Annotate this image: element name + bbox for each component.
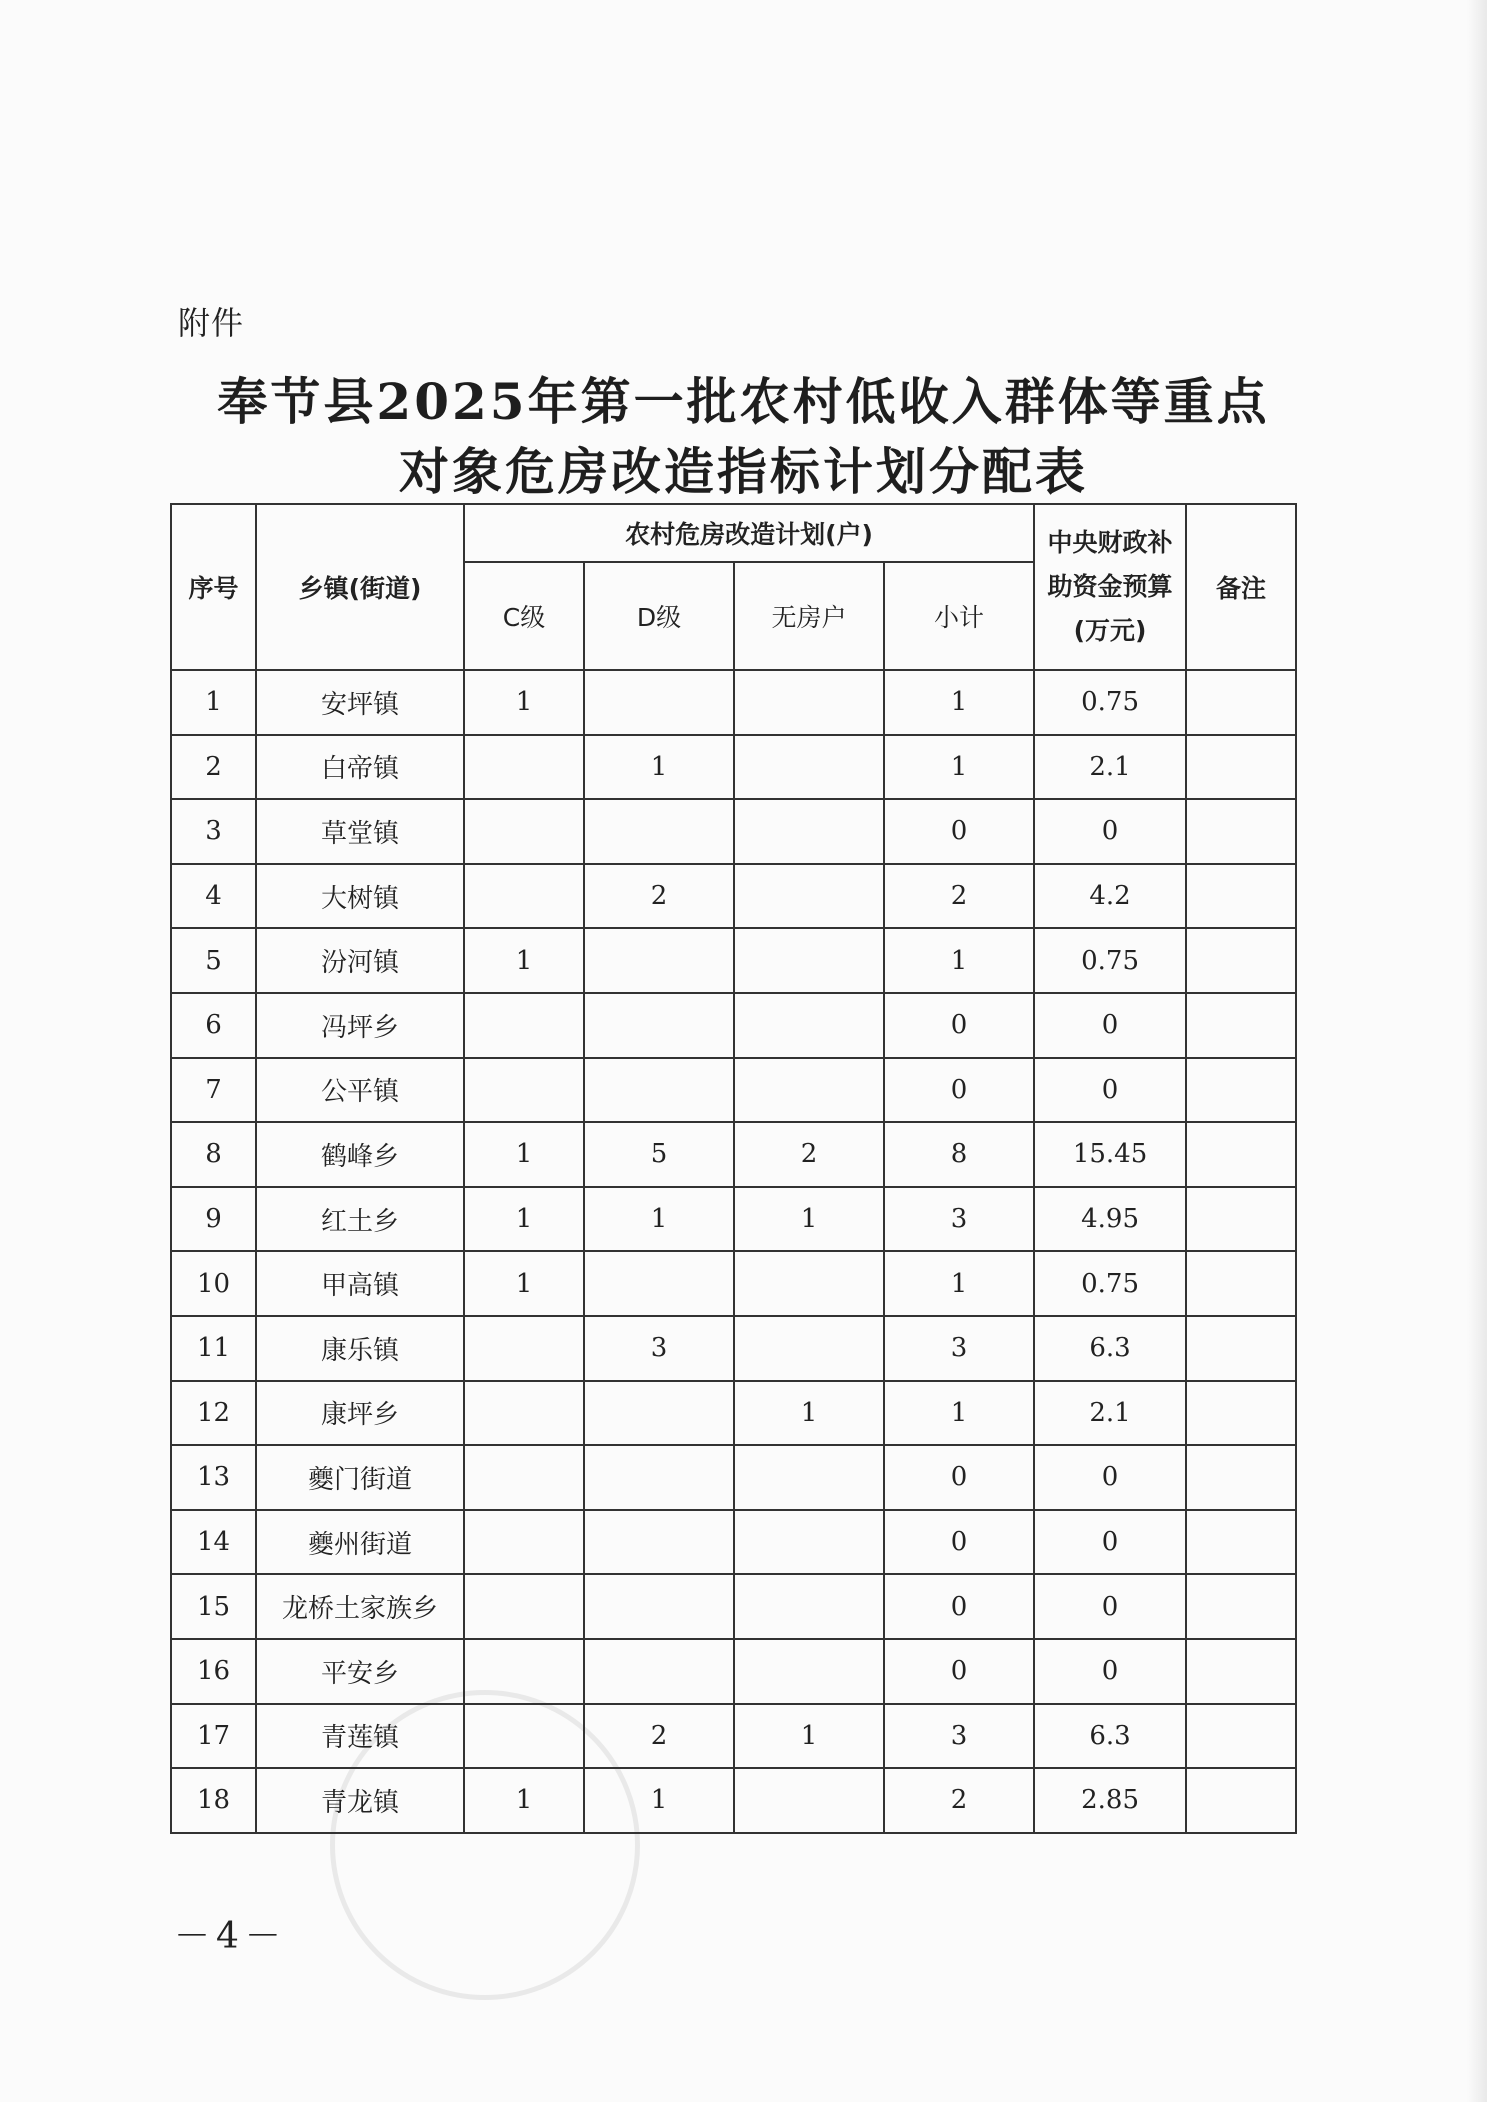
cell-town: 夔门街道 [256,1445,464,1510]
allocation-table [170,503,1297,1834]
cell-subtotal: 8 [884,1122,1034,1187]
cell-c-level: 1 [464,1251,584,1316]
cell-no-house [734,1510,884,1575]
cell-remark [1186,1251,1296,1316]
cell-subtotal: 3 [884,1316,1034,1381]
cell-town: 大树镇 [256,864,464,929]
cell-d-level [584,670,734,735]
cell-budget: 4.2 [1034,864,1186,929]
cell-c-level [464,1445,584,1510]
cell-seq: 12 [171,1381,256,1446]
table-row [171,864,1296,929]
table-row [171,1704,1296,1769]
cell-c-level [464,1639,584,1704]
table-row [171,670,1296,735]
cell-d-level [584,993,734,1058]
cell-seq: 6 [171,993,256,1058]
cell-d-level: 2 [584,1704,734,1769]
table-row [171,735,1296,800]
header-plan-group: 农村危房改造计划(户) [464,504,1034,562]
cell-no-house [734,928,884,993]
header-seq: 序号 [171,504,256,670]
cell-remark [1186,1058,1296,1123]
cell-c-level [464,864,584,929]
cell-budget: 2.1 [1034,1381,1186,1446]
cell-subtotal: 0 [884,799,1034,864]
cell-town: 甲高镇 [256,1251,464,1316]
cell-subtotal: 1 [884,928,1034,993]
cell-remark [1186,1316,1296,1381]
cell-no-house [734,1058,884,1123]
cell-c-level: 1 [464,670,584,735]
cell-seq: 4 [171,864,256,929]
cell-budget: 6.3 [1034,1704,1186,1769]
header-c-level: C级 [464,562,584,670]
cell-budget: 2.1 [1034,735,1186,800]
cell-budget: 0.75 [1034,670,1186,735]
cell-d-level [584,1639,734,1704]
cell-budget: 0 [1034,799,1186,864]
cell-no-house [734,1251,884,1316]
cell-subtotal: 1 [884,735,1034,800]
cell-seq: 17 [171,1704,256,1769]
cell-d-level [584,1058,734,1123]
cell-town: 康乐镇 [256,1316,464,1381]
cell-budget: 0.75 [1034,928,1186,993]
page-number: －4－ [174,1916,287,1957]
cell-seq: 14 [171,1510,256,1575]
document-title-line-1: 奉节县2025年第一批农村低收入群体等重点 [217,372,1270,431]
cell-no-house [734,735,884,800]
cell-no-house: 2 [734,1122,884,1187]
cell-seq: 7 [171,1058,256,1123]
cell-d-level [584,1574,734,1639]
document-title-line-2: 对象危房改造指标计划分配表 [399,442,1088,501]
cell-remark [1186,1574,1296,1639]
table-row [171,1445,1296,1510]
cell-d-level: 1 [584,735,734,800]
cell-d-level [584,928,734,993]
cell-d-level: 1 [584,1187,734,1252]
header-budget-line-1: 中央财政补 [1047,528,1173,557]
cell-town: 龙桥土家族乡 [256,1574,464,1639]
cell-remark [1186,1445,1296,1510]
cell-seq: 9 [171,1187,256,1252]
cell-budget: 15.45 [1034,1122,1186,1187]
cell-seq: 13 [171,1445,256,1510]
cell-town: 冯坪乡 [256,993,464,1058]
cell-no-house [734,1316,884,1381]
header-subtotal: 小计 [884,562,1034,670]
cell-c-level [464,1510,584,1575]
table-row [171,799,1296,864]
cell-subtotal: 0 [884,1639,1034,1704]
table-row [171,1187,1296,1252]
cell-c-level [464,799,584,864]
table-row [171,1058,1296,1123]
cell-subtotal: 1 [884,1381,1034,1446]
cell-no-house [734,1574,884,1639]
cell-town: 安坪镇 [256,670,464,735]
header-budget [1034,504,1186,670]
cell-subtotal: 0 [884,1574,1034,1639]
table-row [171,1768,1296,1833]
table-row [171,993,1296,1058]
cell-c-level [464,1381,584,1446]
table-row [171,1639,1296,1704]
cell-remark [1186,1704,1296,1769]
header-remark: 备注 [1186,504,1296,670]
cell-budget: 2.85 [1034,1768,1186,1833]
cell-town: 夔州街道 [256,1510,464,1575]
cell-seq: 3 [171,799,256,864]
cell-c-level [464,1058,584,1123]
cell-remark [1186,1187,1296,1252]
cell-remark [1186,928,1296,993]
header-no-house: 无房户 [734,562,884,670]
cell-seq: 11 [171,1316,256,1381]
cell-d-level [584,1510,734,1575]
cell-budget: 0.75 [1034,1251,1186,1316]
scan-edge-shadow [1467,0,1487,2102]
cell-subtotal: 1 [884,670,1034,735]
cell-seq: 15 [171,1574,256,1639]
table-row [171,928,1296,993]
cell-no-house: 1 [734,1187,884,1252]
cell-seq: 18 [171,1768,256,1833]
cell-subtotal: 0 [884,1510,1034,1575]
cell-subtotal: 1 [884,1251,1034,1316]
cell-seq: 5 [171,928,256,993]
header-budget-line-3: (万元) [1073,616,1147,645]
cell-no-house: 1 [734,1704,884,1769]
cell-budget: 6.3 [1034,1316,1186,1381]
cell-no-house [734,993,884,1058]
cell-c-level: 1 [464,928,584,993]
cell-c-level: 1 [464,1122,584,1187]
cell-remark [1186,670,1296,735]
cell-subtotal: 3 [884,1704,1034,1769]
cell-subtotal: 2 [884,1768,1034,1833]
cell-c-level: 1 [464,1768,584,1833]
header-d-level: D级 [584,562,734,670]
table-row [171,1251,1296,1316]
cell-remark [1186,1510,1296,1575]
cell-c-level [464,993,584,1058]
cell-budget: 4.95 [1034,1187,1186,1252]
cell-no-house: 1 [734,1381,884,1446]
cell-d-level: 3 [584,1316,734,1381]
cell-d-level [584,1445,734,1510]
cell-budget: 0 [1034,993,1186,1058]
cell-subtotal: 0 [884,993,1034,1058]
cell-town: 白帝镇 [256,735,464,800]
cell-subtotal: 0 [884,1058,1034,1123]
cell-budget: 0 [1034,1639,1186,1704]
cell-c-level [464,735,584,800]
cell-budget: 0 [1034,1510,1186,1575]
table-row [171,1381,1296,1446]
cell-no-house [734,670,884,735]
cell-subtotal: 0 [884,1445,1034,1510]
cell-c-level [464,1704,584,1769]
cell-seq: 8 [171,1122,256,1187]
table-row [171,1510,1296,1575]
cell-town: 平安乡 [256,1639,464,1704]
cell-d-level [584,799,734,864]
table-row [171,1316,1296,1381]
cell-d-level [584,1381,734,1446]
cell-remark [1186,799,1296,864]
cell-budget: 0 [1034,1574,1186,1639]
cell-town: 青莲镇 [256,1704,464,1769]
cell-seq: 2 [171,735,256,800]
cell-seq: 16 [171,1639,256,1704]
cell-budget: 0 [1034,1058,1186,1123]
cell-d-level: 1 [584,1768,734,1833]
cell-seq: 10 [171,1251,256,1316]
attachment-label: 附件 [178,304,245,342]
cell-remark [1186,1768,1296,1833]
cell-remark [1186,1639,1296,1704]
cell-remark [1186,1381,1296,1446]
cell-remark [1186,864,1296,929]
cell-d-level [584,1251,734,1316]
header-budget-line-2: 助资金预算 [1047,572,1173,601]
cell-remark [1186,735,1296,800]
cell-c-level: 1 [464,1187,584,1252]
cell-budget: 0 [1034,1445,1186,1510]
table-row [171,1122,1296,1187]
cell-d-level: 2 [584,864,734,929]
cell-town: 草堂镇 [256,799,464,864]
cell-c-level [464,1574,584,1639]
cell-town: 鹤峰乡 [256,1122,464,1187]
cell-no-house [734,799,884,864]
cell-town: 青龙镇 [256,1768,464,1833]
header-town: 乡镇(街道) [256,504,464,670]
cell-remark [1186,993,1296,1058]
cell-no-house [734,1768,884,1833]
cell-d-level: 5 [584,1122,734,1187]
cell-no-house [734,1639,884,1704]
cell-seq: 1 [171,670,256,735]
cell-town: 红土乡 [256,1187,464,1252]
cell-town: 公平镇 [256,1058,464,1123]
cell-remark [1186,1122,1296,1187]
cell-town: 汾河镇 [256,928,464,993]
cell-subtotal: 3 [884,1187,1034,1252]
cell-subtotal: 2 [884,864,1034,929]
cell-c-level [464,1316,584,1381]
cell-no-house [734,1445,884,1510]
cell-no-house [734,864,884,929]
cell-town: 康坪乡 [256,1381,464,1446]
table-row [171,1574,1296,1639]
